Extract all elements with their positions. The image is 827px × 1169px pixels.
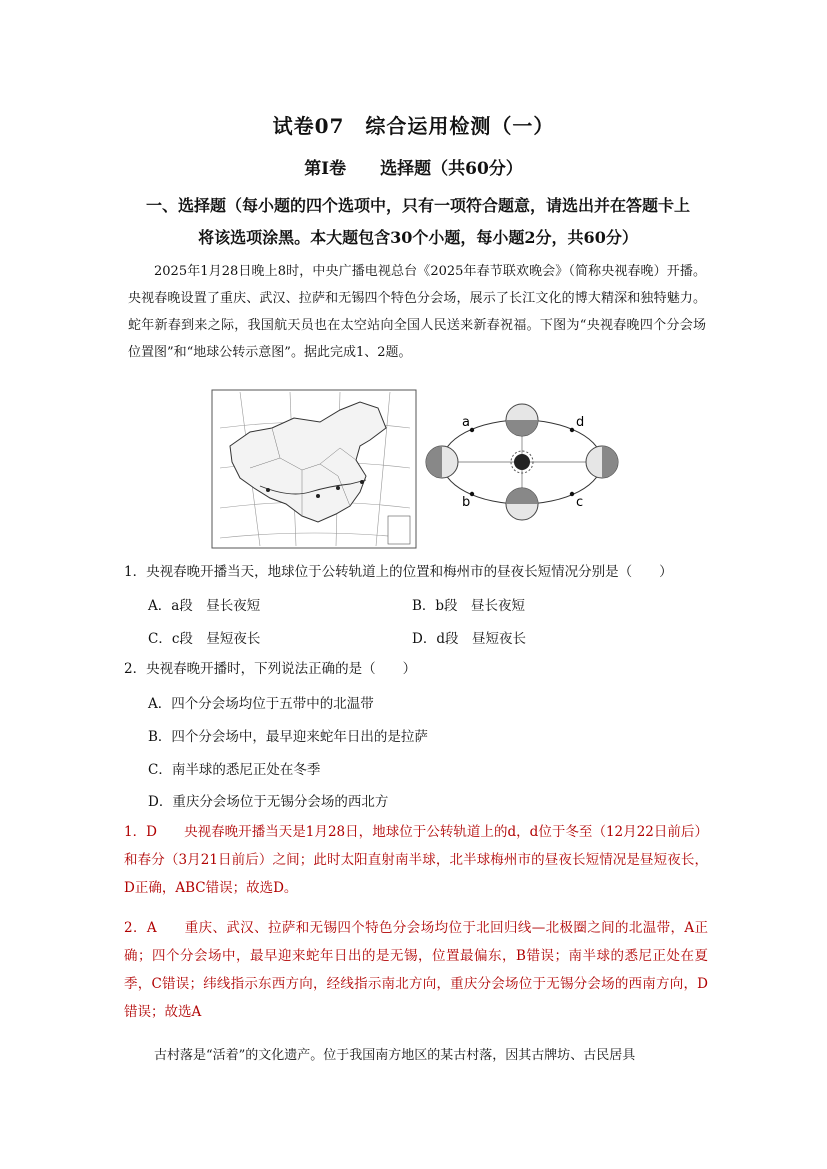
earth-top-icon xyxy=(506,404,538,436)
question-1-option-a: A．a段 昼长夜短 xyxy=(148,598,261,614)
earth-right-icon xyxy=(586,446,618,478)
intro-paragraph: 2025年1月28日晚上8时，中央广播电视总台《2025年春节联欢晚会》（简称央视春晚）开播。央视春晚设置了重庆、武汉、拉萨和无锡四个特色分会场，展示了长江文化的博大精深和独特魅力。蛇年新春到来之际，我国航天员也在太空站向全国人民送来新春祝福。下图为“央视春晚四个分会场位置图”和“地球公转示意图”。据此完成1、2题。 xyxy=(128,264,706,360)
question-1-option-b: B．b段 昼长夜短 xyxy=(412,598,526,614)
section-heading-line1: 一、选择题（每小题的四个选项中，只有一项符合题意，请选出并在答题卡上 xyxy=(145,196,690,215)
sun-icon xyxy=(514,454,530,470)
earth-orbit-diagram xyxy=(426,404,618,520)
section-subtitle: 第Ⅰ卷 选择题（共60分） xyxy=(304,159,523,179)
answer-1 xyxy=(124,818,708,902)
question-1-option-d: D．d段 昼短夜长 xyxy=(412,631,526,647)
answer-1-text: 央视春晚开播当天是1月28日，地球位于公转轨道上的d，d位于冬至（12月22日前后）和春分（3月21日前后）之间；此时太阳直射南半球，北半球梅州市的昼夜长短情况是昼短夜长，D正确，ABC错误；故选D。 xyxy=(124,824,708,896)
section-heading xyxy=(128,190,708,254)
orbit-label-c: c xyxy=(576,495,584,510)
question-2-option-d: D．重庆分会场位于无锡分会场的西北方 xyxy=(148,794,389,810)
city-dot-chongqing xyxy=(316,494,320,498)
next-passage-paragraph: 古村落是“活着”的文化遗产。位于我国南方地区的某古村落，因其古牌坊、古民居具 xyxy=(154,1048,636,1063)
page-title: 试卷07 综合运用检测（一） xyxy=(272,114,555,138)
question-2-option-c: C．南半球的悉尼正处在冬季 xyxy=(148,762,321,778)
section-heading-line2: 将该选项涂黑。本大题包含30个小题，每小题2分，共60分） xyxy=(198,228,638,247)
orbit-label-a: a xyxy=(462,415,470,430)
orbit-label-b: b xyxy=(462,495,471,510)
answer-2 xyxy=(124,914,708,1026)
orbit-label-d: d xyxy=(576,415,585,430)
question-1-stem: 1．央视春晚开播当天，地球位于公转轨道上的位置和梅州市的昼夜长短情况分别是（ ） xyxy=(124,564,673,580)
figure-map-and-orbit xyxy=(210,388,630,552)
question-2-stem: 2．央视春晚开播时，下列说法正确的是（ ） xyxy=(124,661,417,677)
question-2-option-b: B．四个分会场中，最早迎来蛇年日出的是拉萨 xyxy=(148,729,428,745)
question-2-option-a: A．四个分会场均位于五带中的北温带 xyxy=(148,696,374,712)
question-1-option-c: C．c段 昼短夜长 xyxy=(148,631,261,647)
figure-svg xyxy=(210,388,630,552)
china-map xyxy=(212,390,416,548)
answer-1-number: 1．D xyxy=(124,824,157,840)
city-dot-wuhan xyxy=(336,486,340,490)
earth-left-icon xyxy=(426,446,458,478)
city-dot-wuxi xyxy=(360,480,364,484)
earth-bottom-icon xyxy=(506,488,538,520)
answer-2-number: 2．A xyxy=(124,920,157,936)
answer-2-text: 重庆、武汉、拉萨和无锡四个特色分会场均位于北回归线—北极圈之间的北温带，A正确；四个分会场中，最早迎来蛇年日出的是无锡，位置最偏东，B错误；南半球的悉尼正处在夏季，C错误；纬线指示东西方向，经线指示南北方向，重庆分会场位于无锡分会场的西南方向，D错误；故选A xyxy=(124,920,709,1020)
city-dot-lasa xyxy=(266,488,270,492)
